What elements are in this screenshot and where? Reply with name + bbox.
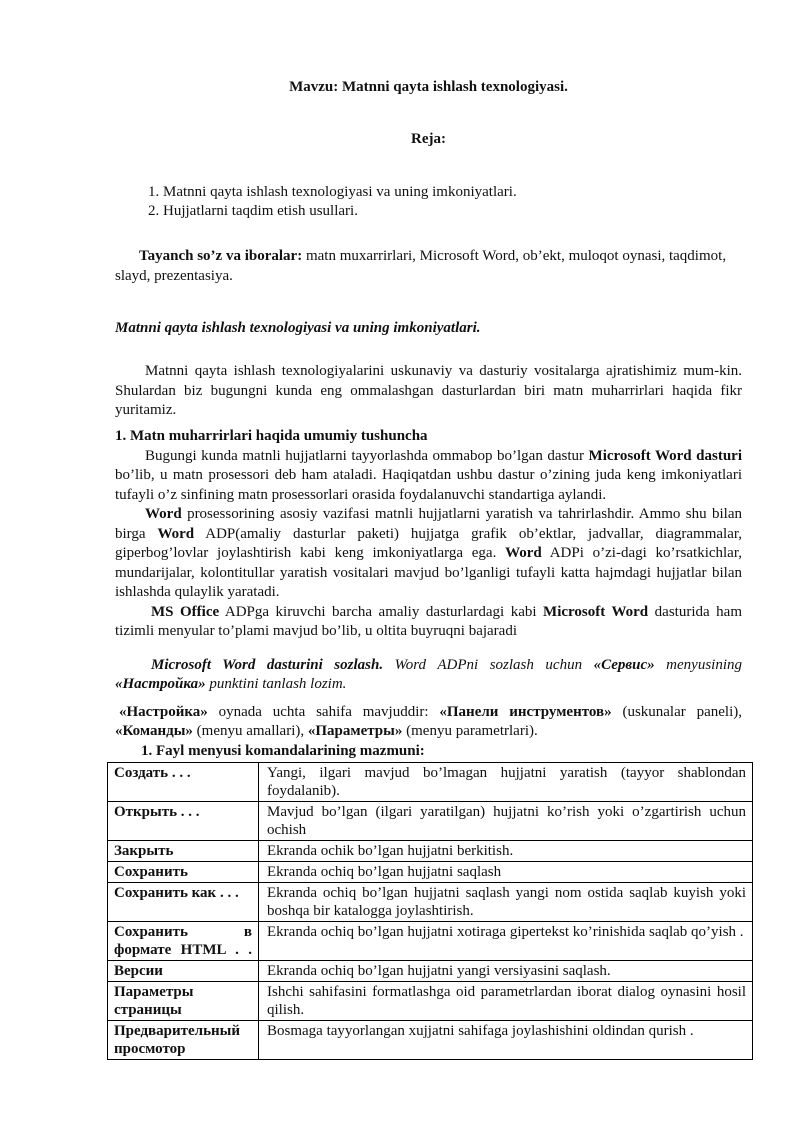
command-name: Создать . . .: [108, 763, 259, 802]
keywords-text: matn muxarrirlari, Microsoft Word, ob’ekt, muloqot oynasi, taqdimot, slayd, prezentasiya.: [115, 248, 727, 284]
paragraph-word-features: [115, 505, 742, 603]
command-name: Параметры страницы: [108, 982, 259, 1021]
command-name: Закрыть: [108, 841, 259, 862]
text: menyusining: [654, 656, 742, 673]
command-name: Открыть . . .: [108, 802, 259, 841]
command-description: Ekranda ochiq bo’lgan hujjatni saqlash: [259, 862, 753, 883]
text: prosessorining asosiy vazifasi matnli hujjatlarni yaratish va tahrirlashdir. Ammo shu bilan birga: [115, 506, 742, 542]
table-row: [108, 841, 753, 862]
table-row: [108, 862, 753, 883]
bold-text: «Панели инструментов»: [439, 703, 612, 720]
command-name: Версии: [108, 961, 259, 982]
page-title: Mavzu: Matnni qayta ishlash texnologiyasi.: [289, 79, 568, 95]
bold-text: Microsoft Word: [543, 603, 649, 620]
text: (uskunalar paneli),: [611, 703, 742, 720]
text: bo’lib, u matn prosessori deb ham ataladi. Haqiqatdan ushbu dastur o’zining juda keng imkoniyatlari tufayli o’z sinfining matn prosessorlari orasida foydalanuvchi standartiga aylandi.: [115, 467, 742, 503]
text: (menyu amallari),: [192, 723, 308, 739]
bold-text: «Настройка»: [115, 676, 206, 692]
bold-text: «Настройка»: [119, 703, 208, 720]
bold-text: Word: [157, 525, 195, 542]
plan-heading: Reja:: [411, 131, 446, 147]
command-description: Mavjud bo’lgan (ilgari yaratilgan) hujjatni ko’rish yoki o’zgartirish uchun ochish: [259, 802, 753, 841]
bold-text: Word: [145, 506, 182, 522]
table-row: [108, 961, 753, 982]
plan-list: [115, 183, 723, 221]
file-menu-table: [107, 762, 753, 1060]
section-title: Matnni qayta ishlash texnologiyasi va uning imkoniyatlari.: [115, 320, 481, 336]
bold-text: «Команды»: [115, 723, 193, 739]
command-description: Ekranda ochiq bo’lgan hujjatni xotiraga gipertekst ko’rinishida saqlab qo’yish .: [259, 922, 753, 961]
table-row: [108, 982, 753, 1021]
heading-2: [115, 742, 742, 762]
paragraph-settings-pages: [115, 703, 742, 742]
command-name: Предварительный просмотор: [108, 1021, 259, 1060]
bold-text: Microsoft Word dasturi: [588, 447, 742, 464]
plan-item: 1. Matnni qayta ishlash texnologiyasi va uning imkoniyatlari.: [163, 183, 723, 202]
command-description: Ishchi sahifasini formatlashga oid parametrlardan iborat dialog oynasini hosil qilish.: [259, 982, 753, 1021]
text: oynada uchta sahifa mavjuddir:: [207, 703, 440, 720]
command-description: Bosmaga tayyorlangan xujjatni sahifaga joylashishini oldindan qurish .: [259, 1021, 753, 1060]
command-description: Ekranda ochiq bo’lgan hujjatni yangi versiyasini saqlash.: [259, 961, 753, 982]
bold-text: «Параметры»: [307, 723, 403, 739]
paragraph-word-intro: [115, 447, 742, 506]
bold-text: Word: [505, 545, 542, 561]
heading-2-text: 1. Fayl menyusi komandalarining mazmuni:: [141, 742, 425, 759]
command-name: Сохранить: [108, 862, 259, 883]
text: ADP(amaliy dasturlar paketi) hujjatga grafik ob’ektlar, jadvallar, diagrammalar, giperbog’lovlar joylashtirish kabi keng imkoniyatlarga ega.: [115, 525, 742, 561]
text: dasturida ham tizimli menyular to’plami mavjud bo’lib, u oltita buyruqni bajaradi: [115, 603, 742, 639]
command-name: Сохранить в формате HTML . .: [108, 922, 259, 961]
text: ADPga kiruvchi barcha amaliy dasturlardagi kabi: [219, 603, 544, 620]
keywords-paragraph: [115, 247, 742, 286]
command-name: Сохранить как . . .: [108, 883, 259, 922]
keywords-label: Tayanch so’z va iboralar:: [139, 248, 303, 264]
text: ADPi o’zi-dagi ko’rsatkichlar, mundarijalar, kolontitullar yaratish vositalari mavjud bo’lganligi tufayli katta hajmdagi hujjatlar bilan ishlashda qulaylik yaratadi.: [115, 545, 742, 600]
heading-1-text: 1. Matn muharrirlari haqida umumiy tushuncha: [115, 428, 428, 444]
paragraph-ms-office: [115, 603, 742, 642]
command-description: Yangi, ilgari mavjud bo’lmagan hujjatni yaratish (tayyor shablondan foydalanib).: [259, 763, 753, 802]
body-block: [115, 427, 742, 761]
command-description: Ekranda ochiq bo’lgan hujjatni saqlash yangi nom ostida saqlab kuyish yoki boshqa bir katalogga joylashtirish.: [259, 883, 753, 922]
paragraph-settings: [115, 656, 742, 695]
intro-paragraph: Matnni qayta ishlash texnologiyalarini uskunaviy va dasturiy vositalarga ajratishimiz mum-kin. Shulardan biz bugungni kunda eng ommalashgan dasturlardan biri matn muharrirlari haqida fikr yuritamiz.: [115, 363, 742, 418]
plan-item: 2. Hujjatlarni taqdim etish usullari.: [163, 202, 723, 221]
text: Bugungi kunda matnli hujjatlarni tayyorlashda ommabop bo’lgan dastur: [145, 447, 589, 464]
heading-1: [115, 427, 742, 447]
bold-text: MS Office: [151, 603, 220, 620]
table-row: [108, 802, 753, 841]
text: punktini tanlash lozim.: [205, 676, 347, 692]
bold-text: Microsoft Word dasturini sozlash.: [151, 656, 384, 673]
bold-text: «Сервис»: [593, 656, 655, 673]
table-row: [108, 763, 753, 802]
table-row: [108, 1021, 753, 1060]
table-row: [108, 922, 753, 961]
text: (menyu parametrlari).: [402, 723, 538, 739]
text: Word ADPni sozlash uchun: [383, 656, 594, 673]
command-description: Ekranda ochik bo’lgan hujjatni berkitish.: [259, 841, 753, 862]
table-row: [108, 883, 753, 922]
